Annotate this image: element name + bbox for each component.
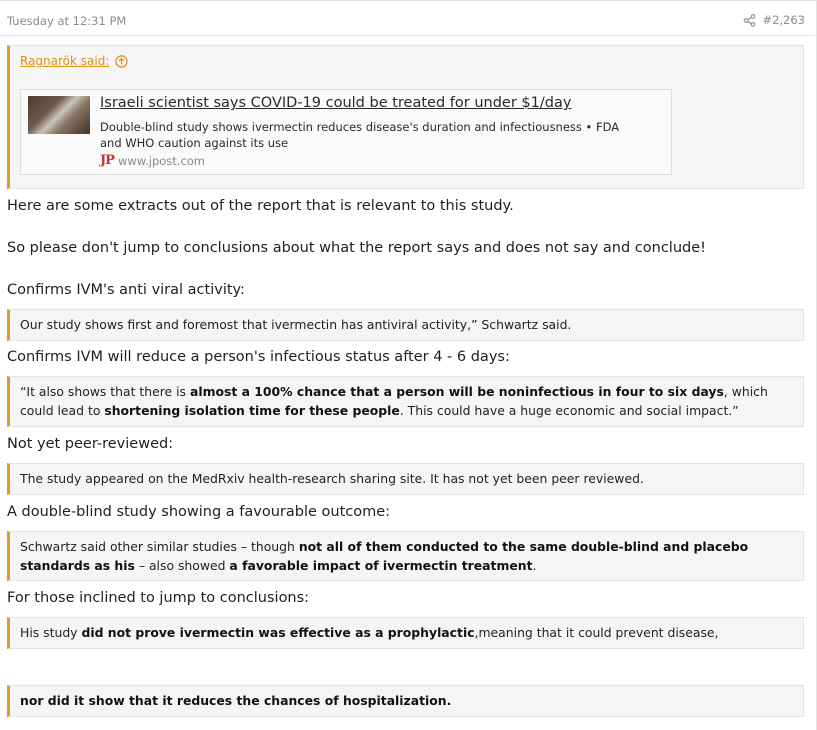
quote-attribution[interactable] bbox=[20, 54, 128, 68]
paragraph-warning: So please don't jump to conclusions about what the report says and does not say and conclude! bbox=[7, 240, 706, 256]
blockquote-text: ,meaning that it could prevent disease, bbox=[474, 625, 719, 640]
blockquote-text: . This could have a huge economic and social impact.” bbox=[399, 403, 739, 418]
blockquote-text: Our study shows first and foremost that ivermectin has antiviral activity,” Schwartz said. bbox=[20, 317, 572, 332]
blockquote-bold: nor did it show that it reduces the chances of hospitalization. bbox=[20, 693, 452, 708]
link-preview-card[interactable] bbox=[20, 89, 672, 175]
share-icon[interactable] bbox=[743, 14, 756, 27]
blockquote-bold: did not prove ivermectin was effective as a prophylactic bbox=[81, 625, 475, 640]
blockquote-bold: not all of them conducted to the same double-blind and placebo standards as his bbox=[20, 539, 749, 573]
link-preview-title[interactable]: Israeli scientist says COVID-19 could be treated for under $1/day bbox=[100, 95, 572, 111]
heading-double-blind: A double-blind study showing a favourable outcome: bbox=[7, 504, 391, 520]
arrow-up-circle-icon[interactable] bbox=[115, 55, 128, 68]
post-date[interactable]: Tuesday at 12:31 PM bbox=[7, 14, 127, 28]
quote-block bbox=[7, 45, 804, 189]
blockquote-infectious bbox=[7, 376, 804, 427]
link-preview-description: Double-blind study shows ivermectin reduces disease's duration and infectiousness • FDA and WHO caution against its use bbox=[100, 120, 620, 150]
blockquote-bold: shortening isolation time for these people bbox=[104, 403, 400, 418]
blockquote-text: – also showed bbox=[134, 558, 230, 573]
quote-author-link[interactable]: Ragnarök said: bbox=[20, 54, 110, 68]
blockquote-text: Schwartz said other similar studies – though bbox=[20, 539, 299, 554]
link-preview-thumbnail bbox=[28, 96, 90, 134]
post-actions bbox=[743, 13, 805, 27]
link-preview-source bbox=[100, 153, 205, 168]
link-preview-domain: www.jpost.com bbox=[117, 153, 206, 168]
blockquote-antiviral bbox=[7, 309, 804, 341]
blockquote-text: His study bbox=[20, 625, 82, 640]
blockquote-text: “It also shows that there is bbox=[20, 384, 190, 399]
blockquote-peer-review bbox=[7, 463, 804, 495]
blockquote-text: , which could lead to bbox=[20, 384, 768, 418]
blockquote-hospitalization bbox=[7, 685, 804, 717]
blockquote-bold: almost a 100% chance that a person will be noninfectious in four to six days bbox=[189, 384, 724, 399]
blockquote-text: The study appeared on the MedRxiv health-research sharing site. It has not yet been peer reviewed. bbox=[20, 471, 644, 486]
paragraph-intro: Here are some extracts out of the report that is relevant to this study. bbox=[7, 198, 514, 214]
heading-antiviral: Confirms IVM's anti viral activity: bbox=[7, 282, 245, 298]
post-number-link[interactable]: #2,263 bbox=[762, 13, 805, 27]
post-header bbox=[0, 4, 815, 36]
blockquote-prophylactic bbox=[7, 617, 804, 649]
jp-logo: JP bbox=[100, 153, 114, 168]
heading-infectious: Confirms IVM will reduce a person's infectious status after 4 - 6 days: bbox=[7, 349, 510, 365]
heading-conclusions: For those inclined to jump to conclusions: bbox=[7, 590, 310, 606]
blockquote-bold: a favorable impact of ivermectin treatment bbox=[229, 558, 533, 573]
heading-peer-review: Not yet peer-reviewed: bbox=[7, 436, 174, 452]
blockquote-text: . bbox=[532, 558, 537, 573]
blockquote-double-blind bbox=[7, 531, 804, 581]
